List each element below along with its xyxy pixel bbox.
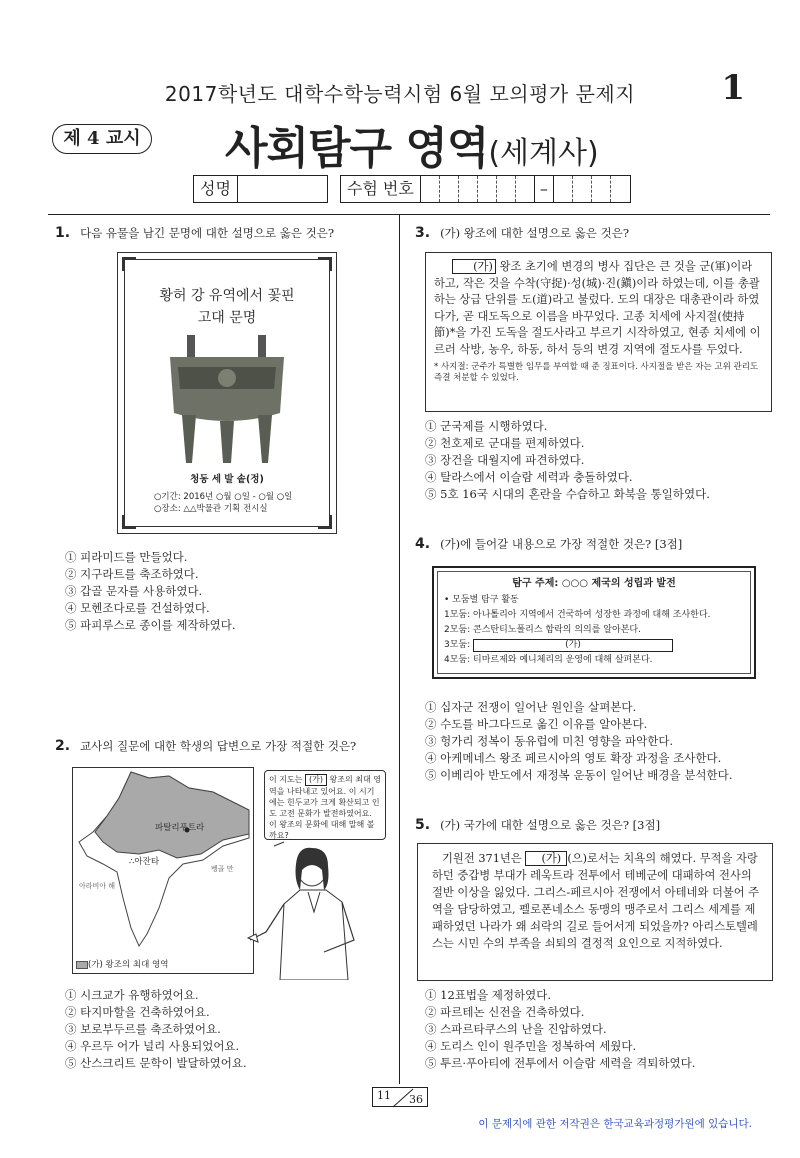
stem-text: (가)에 들어갈 내용으로 가장 적절한 것은? [3점] (440, 537, 683, 551)
india-map (72, 767, 254, 974)
sea-label-west: 아라비아 해 (79, 882, 116, 890)
passage-blank: (가) (525, 851, 567, 866)
exam-title: 2017학년도 대학수학능력시험 6월 모의평가 문제지 (164, 82, 636, 106)
group-3-label: 3모둠: (444, 640, 471, 650)
question-number: 5. (415, 817, 431, 833)
poster-title-line-2: 고대 문명 (197, 310, 257, 326)
question-3-choices (425, 418, 710, 503)
museum-poster (117, 252, 337, 534)
map-outline-icon (73, 768, 253, 958)
group-4: 4모둠: 티마르제와 예니체리의 운영에 대해 살펴본다. (444, 655, 653, 665)
page-total: 36 (409, 1093, 423, 1106)
question-5-stem (415, 817, 775, 834)
name-field[interactable] (238, 175, 328, 203)
question-4-choices (425, 699, 732, 784)
choice-3[interactable]: ③ 장건을 대월지에 파견하였다. (425, 453, 585, 467)
choice-5[interactable]: ⑤ 투르·푸아티에 전투에서 이슬람 세력을 격퇴하였다. (425, 1056, 696, 1070)
question-1-choices (65, 549, 236, 634)
student-info-row (193, 175, 631, 203)
speech-part-1: 이 지도는 (269, 775, 303, 784)
teacher-figure-icon (244, 840, 394, 980)
group-3-blank: (가) (473, 639, 673, 652)
page-number: 1 (721, 68, 745, 108)
choice-3[interactable]: ③ 스파르타쿠스의 난을 진압하였다. (425, 1022, 607, 1036)
legend-swatch (76, 961, 88, 969)
header-rule (48, 214, 770, 215)
name-label: 성명 (193, 175, 238, 203)
choice-2[interactable]: ② 지구라트를 축조하였다. (65, 567, 199, 581)
passage-text: 왕조 초기에 변경의 병사 집단은 큰 것을 군(軍)이라 하고, 작은 것을 수착(守捉)·성(城)·진(鎭)이라 하였는데, 이를 총괄하는 상급 단위를 도(道)라고 불렀다. 도의 대장은 대총관이라 하였다가, 곧 대도독으로 이름을 바꾸었다. 고종 치세에 사지절(使持節)*을 가진 도독을 절도사라고 부르기 시작하였고, 현종 치세에 이르러 삭방, 농우, 하동, 하서 등의 변경 지역에 절도사를 두었다. (434, 260, 761, 356)
choice-1[interactable]: ① 십자군 전쟁이 일어난 원인을 살펴본다. (425, 700, 637, 714)
speech-blank: (가) (305, 774, 327, 786)
question-number: 1. (55, 225, 71, 241)
vessel-caption: 청동 세 발 솥(정) (190, 474, 264, 485)
stem-text: (가) 왕조에 대한 설명으로 옳은 것은? (440, 226, 630, 240)
period-badge: 제 4 교시 (52, 124, 152, 154)
question-1-stem (55, 225, 395, 242)
inquiry-topic: 탐구 주제: ○○○ 제국의 성립과 발전 (512, 578, 676, 589)
question-4-stem (415, 536, 775, 553)
poster-title-line-1: 황허 강 유역에서 꽃핀 (159, 288, 295, 304)
subject-main: 사회탐구 영역 (225, 123, 489, 174)
question-3-stem (415, 225, 775, 242)
question-5-choices (425, 987, 695, 1072)
copyright-notice: 이 문제지에 관한 저작권은 한국교육과정평가원에 있습니다. (478, 1118, 752, 1130)
question-5-passage (417, 843, 773, 981)
id-field[interactable]: – (421, 175, 631, 203)
group-2: 2모둠: 콘스탄티노폴리스 함락의 의의를 알아본다. (444, 625, 641, 635)
site-label: ∴아잔타 (129, 857, 160, 867)
subject-title (225, 112, 599, 176)
group-1: 1모둠: 아나톨리아 지역에서 건국하여 성장한 과정에 대해 조사한다. (444, 610, 711, 620)
choice-4[interactable]: ④ 모헨조다로를 건설하였다. (65, 601, 210, 615)
question-4-card (432, 566, 756, 679)
column-divider (399, 214, 400, 1084)
choice-2[interactable]: ② 천호제로 군대를 편제하였다. (425, 436, 585, 450)
choice-5[interactable]: ⑤ 이베리아 반도에서 재정복 운동이 일어난 배경을 분석한다. (425, 768, 733, 782)
choice-1[interactable]: ① 시크교가 유행하였어요. (65, 988, 199, 1002)
question-number: 2. (55, 738, 71, 754)
passage-post: (으)로서는 치욕의 해였다. 무적을 자랑하던 중갑병 부대가 레욱트라 전투에서 테베군에 대패하여 전사의 절반 이상을 잃었다. 그리스-페르시아 전쟁에서 아테네와 더불어 주역을 담당하였고, 펠로폰네소스 동맹의 맹주로서 그리스 세계를 제패하였던 나라가 왜 쇠락의 길로 들어서게 되었을까? 아리스토텔레스는 시민 수의 부족을 쇠퇴의 결정적 요인으로 지적하였다. (432, 852, 760, 950)
passage-blank: (가) (452, 259, 496, 274)
sea-label-east: 벵골 만 (211, 865, 234, 873)
subject-sub: (세계사) (488, 136, 599, 171)
question-number: 4. (415, 536, 431, 552)
stem-text: 다음 유물을 남긴 문명에 대한 설명으로 옳은 것은? (80, 226, 334, 240)
choice-5[interactable]: ⑤ 5호 16국 시대의 혼란을 수습하고 화북을 통일하였다. (425, 487, 710, 501)
choice-4[interactable]: ④ 도리스 인이 원주민을 정복하여 세웠다. (425, 1039, 637, 1053)
bronze-tripod-icon (152, 333, 302, 465)
choice-1[interactable]: ① 군국제를 시행하였다. (425, 419, 548, 433)
poster-title (118, 285, 336, 329)
choice-4[interactable]: ④ 탈라스에서 이슬람 세력과 충돌하였다. (425, 470, 633, 484)
stem-text: 교사의 질문에 대한 학생의 답변으로 가장 적절한 것은? (80, 739, 357, 753)
passage-footnote: * 사지절: 군주가 특별한 임무를 부여할 때 준 징표이다. 사지절을 받은 자는 고위 관리도 즉결 처분할 수 있었다. (434, 362, 759, 383)
choice-2[interactable]: ② 타지마할을 건축하였어요. (65, 1005, 210, 1019)
choice-1[interactable]: ① 12표법을 제정하였다. (425, 988, 551, 1002)
page-current: 11 (377, 1089, 391, 1102)
legend-text: (가) 왕조의 최대 영역 (88, 960, 169, 970)
question-2-stem (55, 738, 395, 755)
group-3 (444, 638, 744, 653)
teacher-speech-bubble (264, 770, 386, 840)
choice-2[interactable]: ② 수도를 바그다드로 옮긴 이유를 알아본다. (425, 717, 648, 731)
choice-4[interactable]: ④ 우르두 어가 널리 사용되었어요. (65, 1039, 240, 1053)
page-counter (372, 1087, 428, 1107)
question-3-passage (425, 252, 772, 412)
speech-part-2: 왕조의 최대 영역을 나타내고 있어요. 이 시기에는 힌두교가 크게 확산되고 인도 고전 문화가 발전하였어요. 이 왕조의 문화에 대해 말해 볼까요? (269, 775, 382, 840)
choice-3[interactable]: ③ 헝가리 정복이 동유럽에 미친 영향을 파악한다. (425, 734, 674, 748)
choice-2[interactable]: ② 파르테논 신전을 건축하였다. (425, 1005, 585, 1019)
city-label: 파탈리푸트라 (155, 823, 205, 833)
stem-text: (가) 국가에 대한 설명으로 옳은 것은? [3점] (440, 818, 661, 832)
choice-5[interactable]: ⑤ 파피루스로 종이를 제작하였다. (65, 618, 236, 632)
choice-3[interactable]: ③ 보로부두르를 축조하였어요. (65, 1022, 221, 1036)
choice-3[interactable]: ③ 갑골 문자를 사용하였다. (65, 584, 203, 598)
choice-4[interactable]: ④ 아케메네스 왕조 페르시아의 영토 확장 과정을 조사한다. (425, 751, 722, 765)
poster-place: ○장소: △△박물관 기획 전시실 (154, 504, 268, 514)
choice-1[interactable]: ① 피라미드를 만들었다. (65, 550, 188, 564)
id-label: 수험 번호 (340, 175, 421, 203)
poster-period: ○기간: 2016년 ○월 ○일 - ○월 ○일 (154, 492, 293, 502)
passage-pre: 기원전 371년은 (442, 852, 522, 865)
map-legend (76, 958, 168, 970)
poster-info (154, 491, 292, 515)
choice-5[interactable]: ⑤ 산스크리트 문학이 발달하였어요. (65, 1056, 247, 1070)
question-2-choices (65, 987, 247, 1072)
question-number: 3. (415, 225, 431, 241)
activity-label: • 모둠별 탐구 활동 (444, 595, 519, 605)
